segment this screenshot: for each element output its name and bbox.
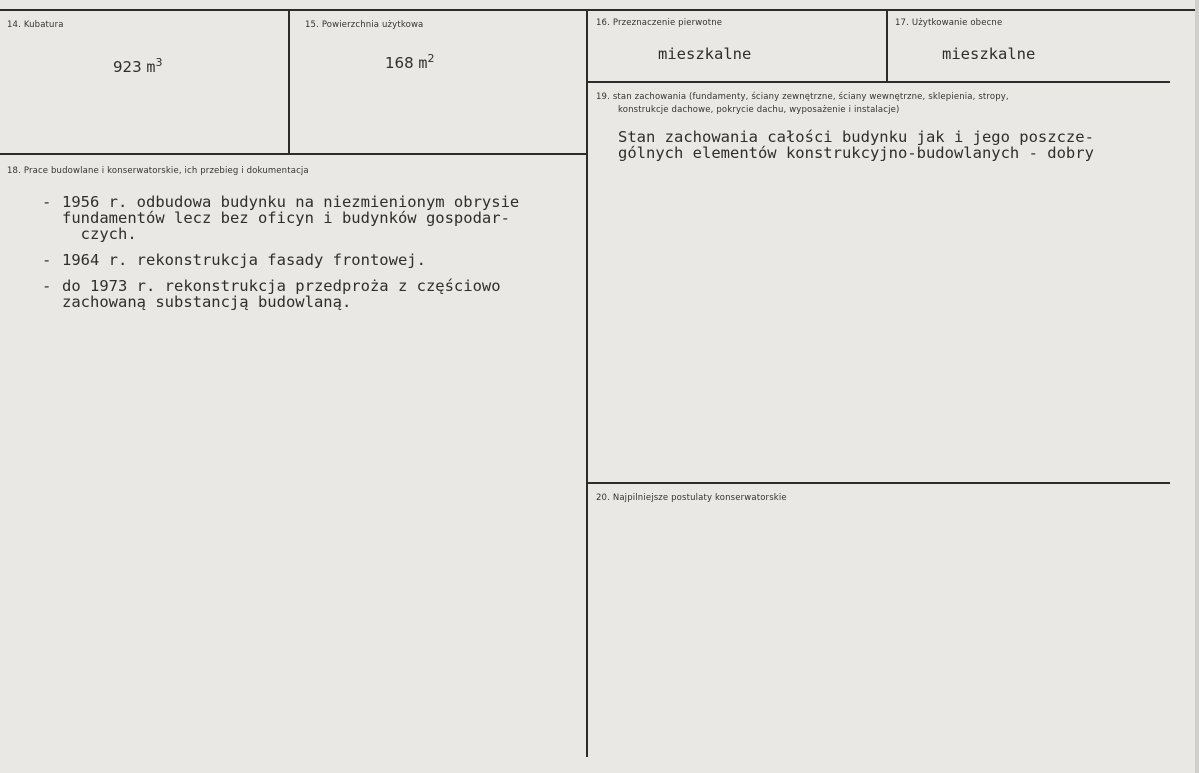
stan-zachowania-label-line2: konstrukcje dachowe, pokrycie dachu, wyposażenie i instalacje) <box>618 105 900 115</box>
kubatura-unit: m <box>146 58 156 76</box>
stan-zachowania-label-line1: 19. stan zachowania (fundamenty, ściany zewnętrzne, ściany wewnętrzne, sklepienia, stropy, <box>596 92 1009 102</box>
rule-under-16-17 <box>588 81 1170 83</box>
list-item <box>42 194 519 242</box>
uzytkowanie-value: mieszkalne <box>942 45 1036 63</box>
divider-14-15 <box>288 9 290 155</box>
card-edge <box>1195 0 1199 773</box>
rule-under-14-15 <box>0 153 588 155</box>
top-rule <box>0 9 1195 11</box>
przeznaczenie-label: 16. Przeznaczenie pierwotne <box>596 18 723 28</box>
uzytkowanie-label: 17. Użytkowanie obecne <box>895 18 1003 28</box>
list-dash: - <box>42 193 52 211</box>
powierzchnia-exponent: 2 <box>427 52 435 65</box>
list-dash: - <box>42 277 52 295</box>
powierzchnia-number: 168 <box>385 54 414 72</box>
list-item <box>42 252 519 268</box>
list-dash: - <box>42 251 52 269</box>
center-divider <box>586 9 588 757</box>
powierzchnia-unit: m <box>418 54 428 72</box>
kubatura-label: 14. Kubatura <box>7 20 64 30</box>
przeznaczenie-value: mieszkalne <box>658 45 752 63</box>
list-item-text: 1956 r. odbudowa budynku na niezmienionym obrysie fundamentów lecz bez oficyn i budynków gospodar- czych. <box>62 193 520 243</box>
kubatura-exponent: 3 <box>155 56 163 69</box>
postulaty-label: 20. Najpilniejsze postulaty konserwatorskie <box>596 493 787 503</box>
prace-budowlane-list <box>42 194 519 320</box>
kubatura-value <box>113 56 162 76</box>
list-item-text: do 1973 r. rekonstrukcja przedproża z częściowo zachowaną substancją budowlaną. <box>62 277 501 311</box>
powierzchnia-value <box>385 52 434 72</box>
kubatura-number: 923 <box>113 58 142 76</box>
prace-budowlane-label: 18. Prace budowlane i konserwatorskie, ich przebieg i dokumentacja <box>7 166 309 176</box>
stan-zachowania-text: Stan zachowania całości budynku jak i jego poszcze- gólnych elementów konstrukcyjno-budowlanych - dobry <box>618 128 1094 162</box>
list-item <box>42 278 519 310</box>
powierzchnia-label: 15. Powierzchnia użytkowa <box>305 20 424 30</box>
list-item-text: 1964 r. rekonstrukcja fasady frontowej. <box>62 251 426 269</box>
divider-16-17 <box>886 9 888 83</box>
rule-under-19 <box>588 482 1170 484</box>
